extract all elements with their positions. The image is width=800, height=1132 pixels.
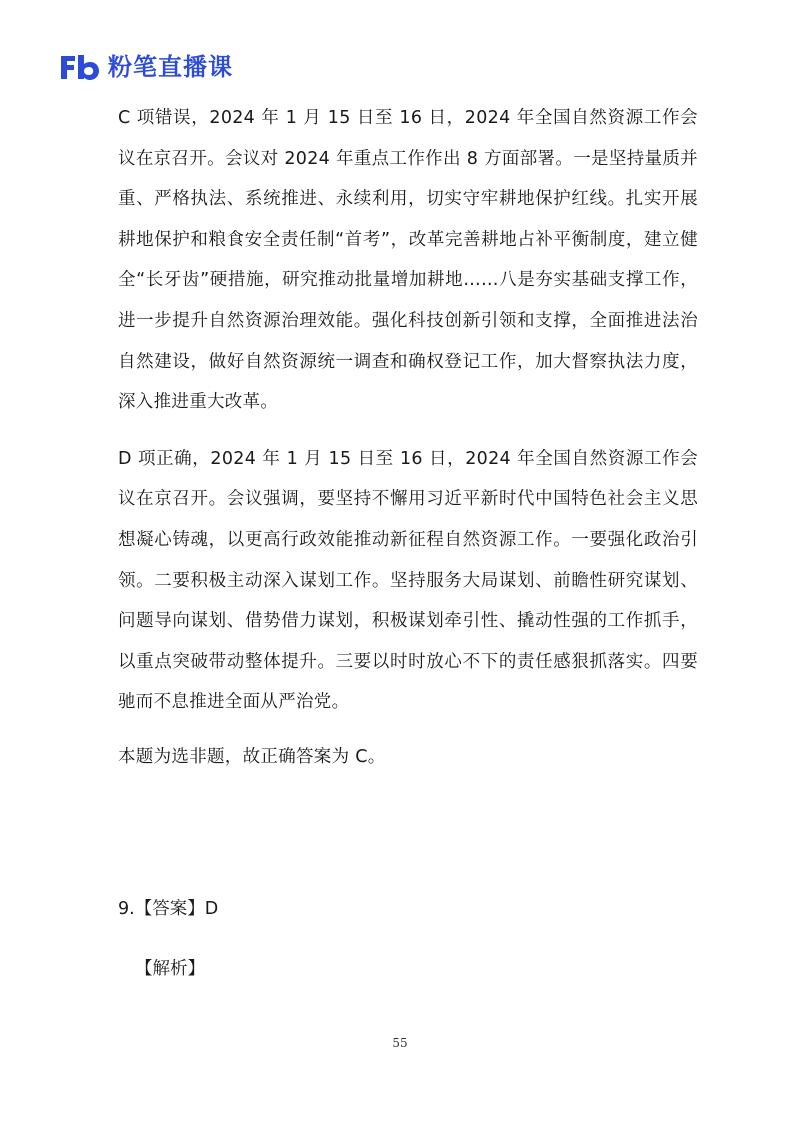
- page-header: [58, 50, 233, 84]
- paragraph-conclusion: 本题为选非题，故正确答案为 C。: [118, 746, 386, 767]
- analysis-label: 【解析】: [135, 959, 205, 979]
- answer-line: 9.【答案】D: [118, 899, 219, 919]
- paragraph-option-d: D 项正确，2024 年 1 月 15 日至 16 日，2024 年全国自然资源工作会议在京召开。会议强调，要坚持不懈用习近平新时代中国特色社会主义思想凝心铸魂，以更高行政效能推动新征程自然资源工作。一要强化政治引领。二要积极主动深入谋划工作。坚持服务大局谋划、前瞻性研究谋划、问题导向谋划、借势借力谋划，积极谋划牵引性、撬动性强的工作抓手，以重点突破带动整体提升。三要以时时放心不下的责任感狠抓落实。四要驰而不息推进全面从严治党。: [118, 448, 698, 713]
- fb-logo-icon: [58, 52, 102, 82]
- brand-name: 粉笔直播课: [108, 53, 233, 81]
- page-number: 55: [392, 1036, 408, 1050]
- document-body: [118, 98, 698, 778]
- paragraph-option-c: C 项错误，2024 年 1 月 15 日至 16 日，2024 年全国自然资源工作会议在京召开。会议对 2024 年重点工作作出 8 方面部署。一是坚持量质并重、严格执法、系统推进、永续利用，切实守牢耕地保护红线。扎实开展耕地保护和粮食安全责任制“首考”，改革完善耕地占补平衡制度，建立健全“长牙齿”硬措施，研究推动批量增加耕地……八是夯实基础支撑工作，进一步提升自然资源治理效能。强化科技创新引领和支撑，全面推进法治自然建设，做好自然资源统一调查和确权登记工作，加大督察执法力度，深入推进重大改革。: [118, 108, 698, 413]
